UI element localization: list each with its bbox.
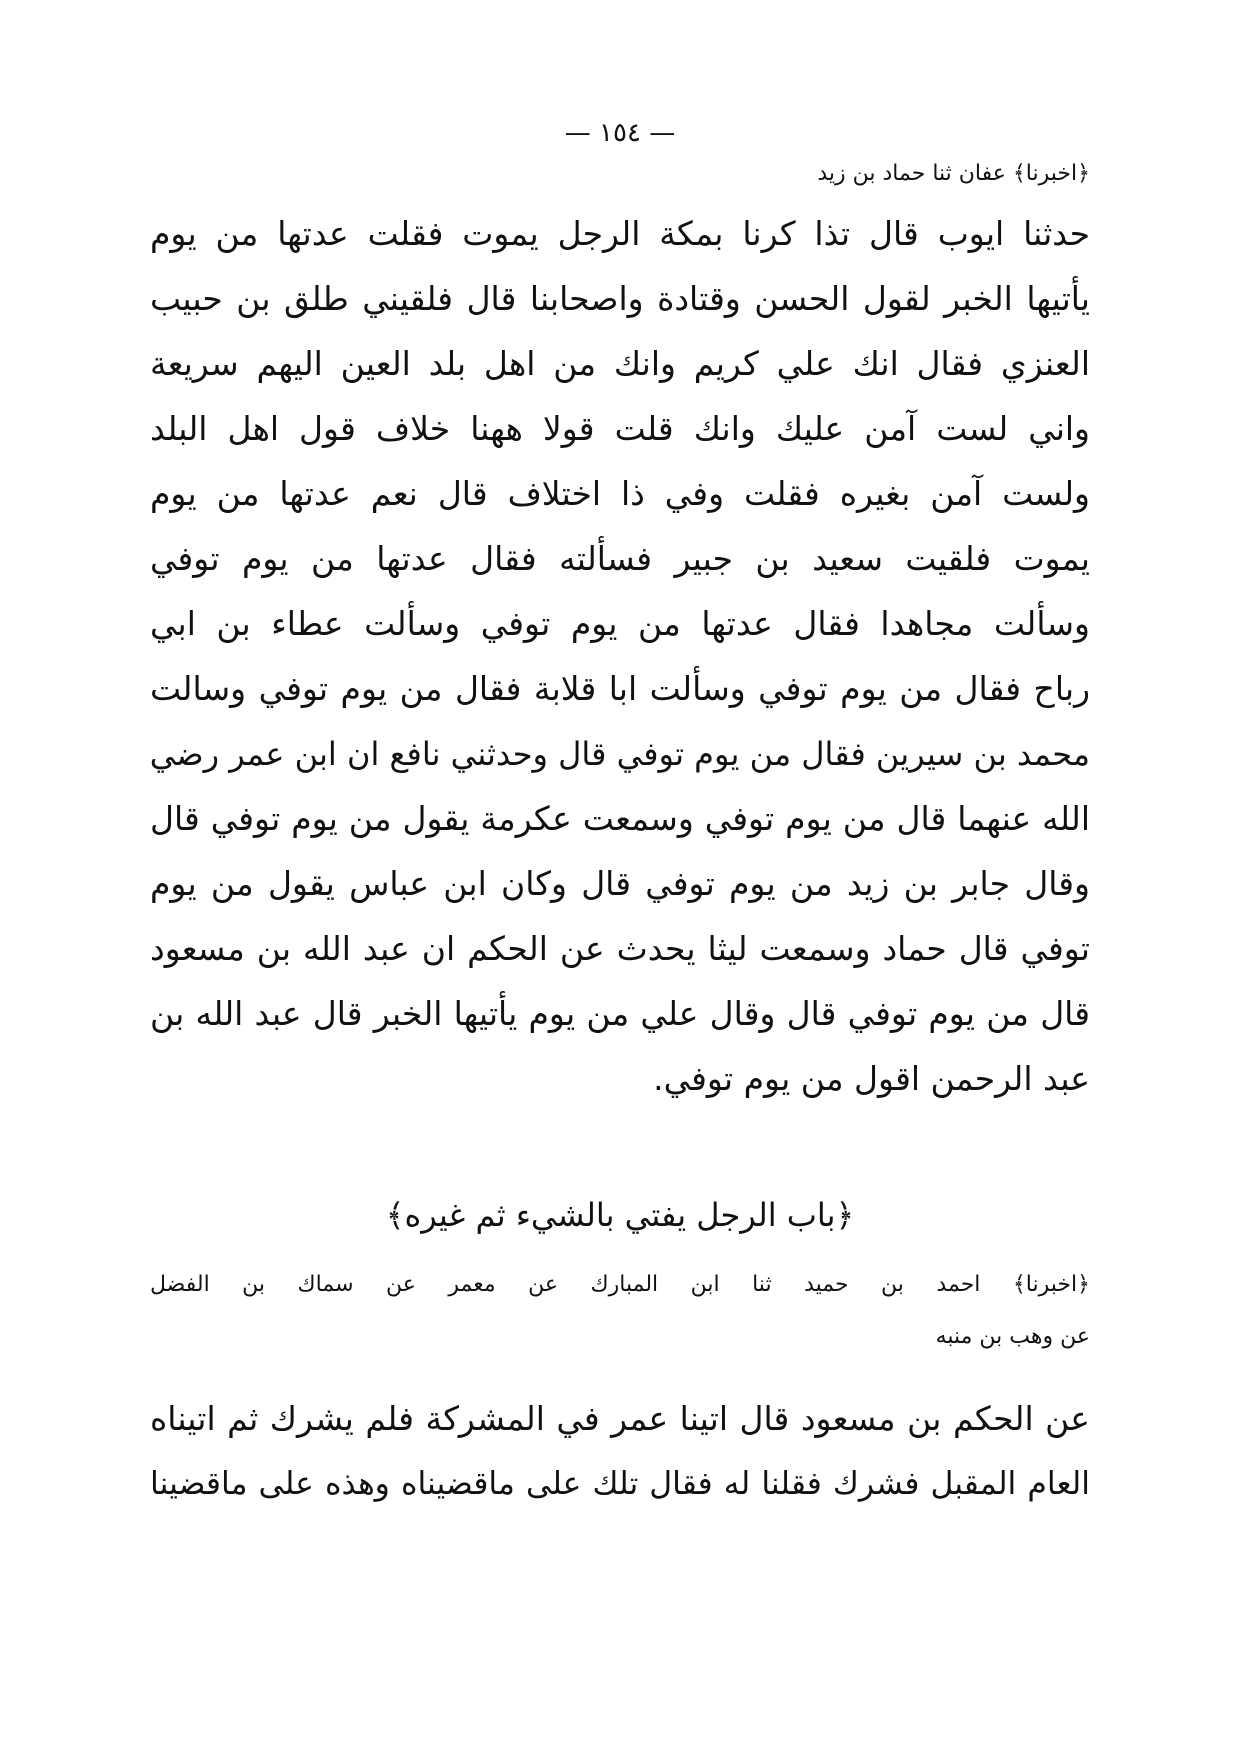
text-line: يأتيها الخبر لقول الحسن وقتادة واصحابنا قال فلقيني طلق بن حبيب — [150, 279, 1090, 318]
text-line: ولست آمن بغيره فقلت وفي ذا اختلاف قال نعم عدتها من يوم — [150, 474, 1090, 513]
chapter-title: ﴿باب الرجل يفتي بالشيء ثم غيره﴾ — [385, 1196, 855, 1234]
text-line: وقال جابر بن زيد من يوم توفي قال وكان ابن عباس يقول من يوم — [150, 864, 1090, 903]
isnad-line: ﴿اخبرنا﴾ احمد بن حميد ثنا ابن المبارك عن معمر عن سماك بن الفضل — [150, 1272, 1090, 1297]
text-line: العنزي فقال انك علي كريم وانك من اهل بلد العين اليهم سريعة — [150, 344, 1090, 383]
isnad-line: عن وهب بن منبه — [935, 1324, 1090, 1349]
page-number: — ١٥٤ — — [564, 118, 676, 148]
text-line: عبد الرحمن اقول من يوم توفي. — [653, 1059, 1090, 1098]
text-line: عن الحكم بن مسعود قال اتينا عمر في المشركة فلم يشرك ثم اتيناه — [150, 1399, 1090, 1438]
text-line: الله عنهما قال من يوم توفي وسمعت عكرمة يقول من يوم توفي قال — [150, 799, 1090, 838]
text-line: وسألت مجاهدا فقال عدتها من يوم توفي وسألت عطاء بن ابي — [150, 604, 1090, 643]
text-line: العام المقبل فشرك فقلنا له فقال تلك على ماقضيناه وهذه على ماقضينا — [150, 1466, 1090, 1502]
text-line: واني لست آمن عليك وانك قلت قولا ههنا خلاف قول اهل البلد — [150, 409, 1090, 448]
text-line: قال من يوم توفي قال وقال علي من يوم يأتيها الخبر قال عبد الله بن — [150, 994, 1090, 1033]
text-line: يموت فلقيت سعيد بن جبير فسألته فقال عدتها من يوم توفي — [150, 539, 1090, 578]
text-line: رباح فقال من يوم توفي وسألت ابا قلابة فقال من يوم توفي وسالت — [150, 669, 1090, 708]
isnad-line: ﴿اخبرنا﴾ عفان ثنا حماد بن زيد — [817, 161, 1090, 186]
text-line: محمد بن سيرين فقال من يوم توفي قال وحدثني نافع ان ابن عمر رضي — [149, 735, 1090, 773]
text-line: توفي قال حماد وسمعت ليثا يحدث عن الحكم ان عبد الله بن مسعود — [150, 929, 1090, 968]
text-line: حدثنا ايوب قال تذا كرنا بمكة الرجل يموت فقلت عدتها من يوم — [150, 214, 1090, 253]
